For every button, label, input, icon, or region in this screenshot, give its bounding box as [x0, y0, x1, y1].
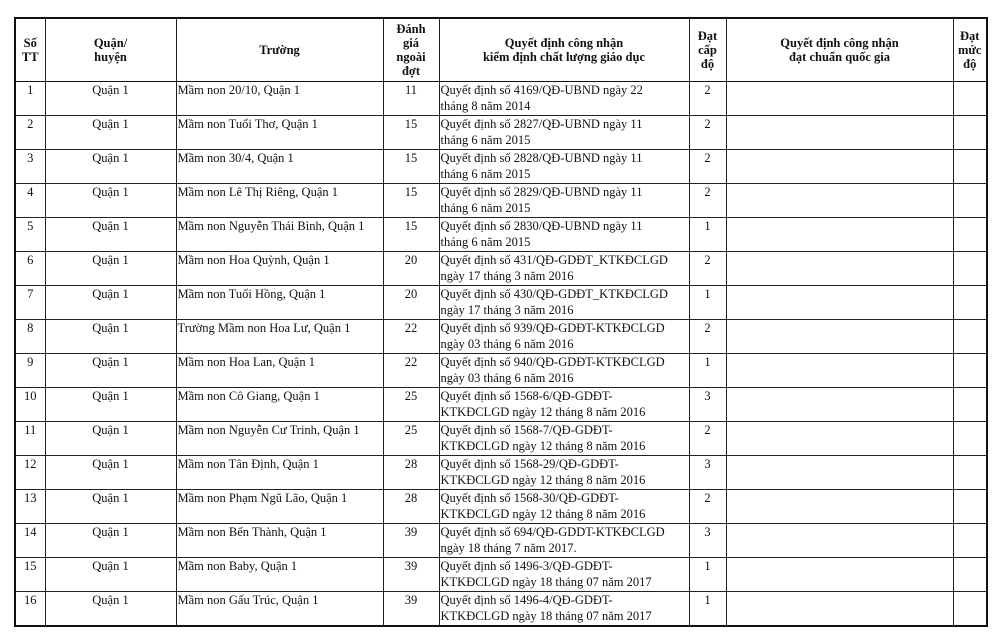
national-decision-cell	[726, 320, 953, 354]
level-cell: 2	[689, 184, 726, 218]
standard-level-cell	[953, 490, 987, 524]
district-cell: Quận 1	[45, 592, 176, 627]
level-cell: 1	[689, 558, 726, 592]
header-district: Quận/ huyện	[45, 18, 176, 82]
district-cell: Quận 1	[45, 354, 176, 388]
level-cell: 1	[689, 592, 726, 627]
decision-cell	[439, 490, 689, 524]
school-cell: Mầm non Bến Thành, Quận 1	[176, 524, 383, 558]
school-cell: Trường Mầm non Hoa Lư, Quận 1	[176, 320, 383, 354]
evaluation-cell: 11	[383, 82, 439, 116]
national-decision-cell	[726, 184, 953, 218]
evaluation-cell: 22	[383, 354, 439, 388]
stt-cell: 14	[15, 524, 45, 558]
decision-line-2: ngày 18 tháng 7 năm 2017.	[440, 540, 577, 555]
stt-cell: 3	[15, 150, 45, 184]
level-cell: 1	[689, 286, 726, 320]
national-decision-cell	[726, 558, 953, 592]
national-decision-cell	[726, 490, 953, 524]
stt-cell: 12	[15, 456, 45, 490]
table-row	[15, 116, 987, 150]
evaluation-cell: 20	[383, 286, 439, 320]
table-row	[15, 388, 987, 422]
level-cell: 3	[689, 524, 726, 558]
decision-line-1: Quyết định số 2828/QĐ-UBND ngày 11	[440, 151, 643, 165]
district-cell: Quận 1	[45, 524, 176, 558]
district-cell: Quận 1	[45, 320, 176, 354]
national-decision-cell	[726, 456, 953, 490]
school-cell: Mầm non Tân Định, Quận 1	[176, 456, 383, 490]
district-cell: Quận 1	[45, 456, 176, 490]
standard-level-cell	[953, 320, 987, 354]
school-cell: Mầm non Hoa Lan, Quận 1	[176, 354, 383, 388]
standard-level-cell	[953, 150, 987, 184]
standard-level-cell	[953, 116, 987, 150]
stt-cell: 13	[15, 490, 45, 524]
stt-cell: 4	[15, 184, 45, 218]
decision-line-1: Quyết định số 4169/QĐ-UBND ngày 22	[440, 83, 643, 97]
evaluation-cell: 39	[383, 524, 439, 558]
evaluation-cell: 25	[383, 388, 439, 422]
national-decision-cell	[726, 218, 953, 252]
evaluation-cell: 20	[383, 252, 439, 286]
decision-line-1: Quyết định số 940/QĐ-GDĐT-KTKĐCLGD	[440, 355, 665, 369]
decision-cell	[439, 422, 689, 456]
decision-cell	[439, 354, 689, 388]
national-decision-cell	[726, 592, 953, 627]
school-cell: Mầm non Nguyễn Thái Bình, Quận 1	[176, 218, 383, 252]
decision-cell	[439, 82, 689, 116]
decision-cell	[439, 524, 689, 558]
evaluation-cell: 28	[383, 456, 439, 490]
decision-line-1: Quyết định số 430/QĐ-GDĐT_KTKĐCLGD	[440, 287, 668, 301]
school-cell: Mầm non Cô Giang, Quận 1	[176, 388, 383, 422]
national-decision-cell	[726, 150, 953, 184]
level-cell: 1	[689, 218, 726, 252]
evaluation-cell: 28	[383, 490, 439, 524]
district-cell: Quận 1	[45, 422, 176, 456]
district-cell: Quận 1	[45, 490, 176, 524]
school-cell: Mầm non Lê Thị Riêng, Quận 1	[176, 184, 383, 218]
header-stt: Số TT	[15, 18, 45, 82]
school-cell: Mầm non Nguyễn Cư Trinh, Quận 1	[176, 422, 383, 456]
header-evaluation: Đánh giá ngoài đợt	[383, 18, 439, 82]
national-decision-cell	[726, 116, 953, 150]
decision-line-2: KTKĐCLGD ngày 12 tháng 8 năm 2016	[440, 472, 646, 487]
decision-line-2: KTKĐCLGD ngày 18 tháng 07 năm 2017	[440, 574, 652, 589]
table-body	[15, 82, 987, 627]
standard-level-cell	[953, 592, 987, 627]
national-decision-cell	[726, 82, 953, 116]
decision-cell	[439, 456, 689, 490]
standard-level-cell	[953, 524, 987, 558]
decision-cell	[439, 184, 689, 218]
district-cell: Quận 1	[45, 252, 176, 286]
table-row	[15, 422, 987, 456]
table-row	[15, 252, 987, 286]
evaluation-cell: 39	[383, 558, 439, 592]
decision-line-2: ngày 03 tháng 6 năm 2016	[440, 336, 574, 351]
school-cell: Mầm non 30/4, Quận 1	[176, 150, 383, 184]
national-decision-cell	[726, 252, 953, 286]
decision-line-2: ngày 17 tháng 3 năm 2016	[440, 268, 574, 283]
school-cell: Mầm non Tuổi Hồng, Quận 1	[176, 286, 383, 320]
national-decision-cell	[726, 388, 953, 422]
evaluation-cell: 15	[383, 218, 439, 252]
stt-cell: 11	[15, 422, 45, 456]
decision-line-1: Quyết định số 1568-30/QĐ-GDĐT-	[440, 491, 619, 505]
district-cell: Quận 1	[45, 150, 176, 184]
table-row	[15, 82, 987, 116]
district-cell: Quận 1	[45, 558, 176, 592]
standard-level-cell	[953, 456, 987, 490]
standard-level-cell	[953, 558, 987, 592]
decision-cell	[439, 218, 689, 252]
level-cell: 2	[689, 422, 726, 456]
decision-cell	[439, 150, 689, 184]
evaluation-cell: 15	[383, 184, 439, 218]
evaluation-cell: 15	[383, 116, 439, 150]
district-cell: Quận 1	[45, 184, 176, 218]
decision-line-1: Quyết định số 1568-7/QĐ-GDĐT-	[440, 423, 613, 437]
national-decision-cell	[726, 422, 953, 456]
stt-cell: 1	[15, 82, 45, 116]
level-cell: 2	[689, 320, 726, 354]
table-row	[15, 490, 987, 524]
stt-cell: 10	[15, 388, 45, 422]
stt-cell: 8	[15, 320, 45, 354]
standard-level-cell	[953, 388, 987, 422]
school-cell: Mầm non Phạm Ngũ Lão, Quận 1	[176, 490, 383, 524]
level-cell: 2	[689, 150, 726, 184]
decision-line-1: Quyết định số 694/QĐ-GDDT-KTKĐCLGD	[440, 525, 665, 539]
district-cell: Quận 1	[45, 286, 176, 320]
header-row	[15, 18, 987, 82]
level-cell: 2	[689, 252, 726, 286]
decision-line-2: KTKĐCLGD ngày 18 tháng 07 năm 2017	[440, 608, 652, 623]
stt-cell: 5	[15, 218, 45, 252]
table-row	[15, 558, 987, 592]
level-cell: 2	[689, 116, 726, 150]
school-cell: Mầm non Hoa Quỳnh, Quận 1	[176, 252, 383, 286]
decision-line-2: KTKĐCLGD ngày 12 tháng 8 năm 2016	[440, 506, 646, 521]
header-school: Trường	[176, 18, 383, 82]
decision-line-2: tháng 6 năm 2015	[440, 166, 531, 181]
standard-level-cell	[953, 422, 987, 456]
decision-cell	[439, 320, 689, 354]
table-row	[15, 320, 987, 354]
table-row	[15, 184, 987, 218]
header-standard-level: Đạt mức độ	[953, 18, 987, 82]
decision-line-2: KTKĐCLGD ngày 12 tháng 8 năm 2016	[440, 404, 646, 419]
evaluation-cell: 22	[383, 320, 439, 354]
stt-cell: 2	[15, 116, 45, 150]
decision-line-2: tháng 6 năm 2015	[440, 132, 531, 147]
accreditation-table	[14, 17, 988, 627]
decision-line-2: tháng 8 năm 2014	[440, 98, 531, 113]
decision-line-1: Quyết định số 431/QĐ-GDĐT_KTKĐCLGD	[440, 253, 668, 267]
header-level: Đạt cấp độ	[689, 18, 726, 82]
table-row	[15, 286, 987, 320]
standard-level-cell	[953, 82, 987, 116]
evaluation-cell: 25	[383, 422, 439, 456]
evaluation-cell: 15	[383, 150, 439, 184]
district-cell: Quận 1	[45, 218, 176, 252]
school-cell: Mầm non 20/10, Quận 1	[176, 82, 383, 116]
decision-cell	[439, 252, 689, 286]
district-cell: Quận 1	[45, 82, 176, 116]
decision-line-1: Quyết định số 939/QĐ-GDĐT-KTKĐCLGD	[440, 321, 665, 335]
table-row	[15, 592, 987, 627]
decision-line-1: Quyết định số 2830/QĐ-UBND ngày 11	[440, 219, 643, 233]
level-cell: 2	[689, 490, 726, 524]
decision-line-2: ngày 03 tháng 6 năm 2016	[440, 370, 574, 385]
decision-cell	[439, 286, 689, 320]
stt-cell: 9	[15, 354, 45, 388]
national-decision-cell	[726, 524, 953, 558]
standard-level-cell	[953, 252, 987, 286]
decision-cell	[439, 592, 689, 627]
decision-line-1: Quyết định số 1496-3/QĐ-GDĐT-	[440, 559, 613, 573]
table-row	[15, 456, 987, 490]
decision-cell	[439, 558, 689, 592]
standard-level-cell	[953, 218, 987, 252]
school-cell: Mầm non Gấu Trúc, Quận 1	[176, 592, 383, 627]
table-row	[15, 150, 987, 184]
decision-line-1: Quyết định số 2827/QĐ-UBND ngày 11	[440, 117, 643, 131]
header-accreditation-decision: Quyết định công nhận kiểm định chất lượng giáo dục	[439, 18, 689, 82]
national-decision-cell	[726, 286, 953, 320]
decision-line-1: Quyết định số 2829/QĐ-UBND ngày 11	[440, 185, 643, 199]
evaluation-cell: 39	[383, 592, 439, 627]
stt-cell: 7	[15, 286, 45, 320]
decision-line-1: Quyết định số 1568-6/QĐ-GDĐT-	[440, 389, 613, 403]
national-decision-cell	[726, 354, 953, 388]
district-cell: Quận 1	[45, 116, 176, 150]
stt-cell: 6	[15, 252, 45, 286]
decision-line-1: Quyết định số 1496-4/QĐ-GDĐT-	[440, 593, 613, 607]
stt-cell: 16	[15, 592, 45, 627]
decision-line-2: ngày 17 tháng 3 năm 2016	[440, 302, 574, 317]
district-cell: Quận 1	[45, 388, 176, 422]
standard-level-cell	[953, 184, 987, 218]
standard-level-cell	[953, 354, 987, 388]
stt-cell: 15	[15, 558, 45, 592]
school-cell: Mầm non Baby, Quận 1	[176, 558, 383, 592]
table-row	[15, 218, 987, 252]
header-national-decision: Quyết định công nhận đạt chuẩn quốc gia	[726, 18, 953, 82]
decision-line-2: tháng 6 năm 2015	[440, 200, 531, 215]
decision-cell	[439, 116, 689, 150]
standard-level-cell	[953, 286, 987, 320]
level-cell: 3	[689, 456, 726, 490]
decision-line-1: Quyết định số 1568-29/QĐ-GDĐT-	[440, 457, 619, 471]
decision-line-2: KTKĐCLGD ngày 12 tháng 8 năm 2016	[440, 438, 646, 453]
decision-line-2: tháng 6 năm 2015	[440, 234, 531, 249]
level-cell: 1	[689, 354, 726, 388]
level-cell: 3	[689, 388, 726, 422]
table-row	[15, 354, 987, 388]
decision-cell	[439, 388, 689, 422]
table-row	[15, 524, 987, 558]
school-cell: Mầm non Tuổi Thơ, Quận 1	[176, 116, 383, 150]
level-cell: 2	[689, 82, 726, 116]
